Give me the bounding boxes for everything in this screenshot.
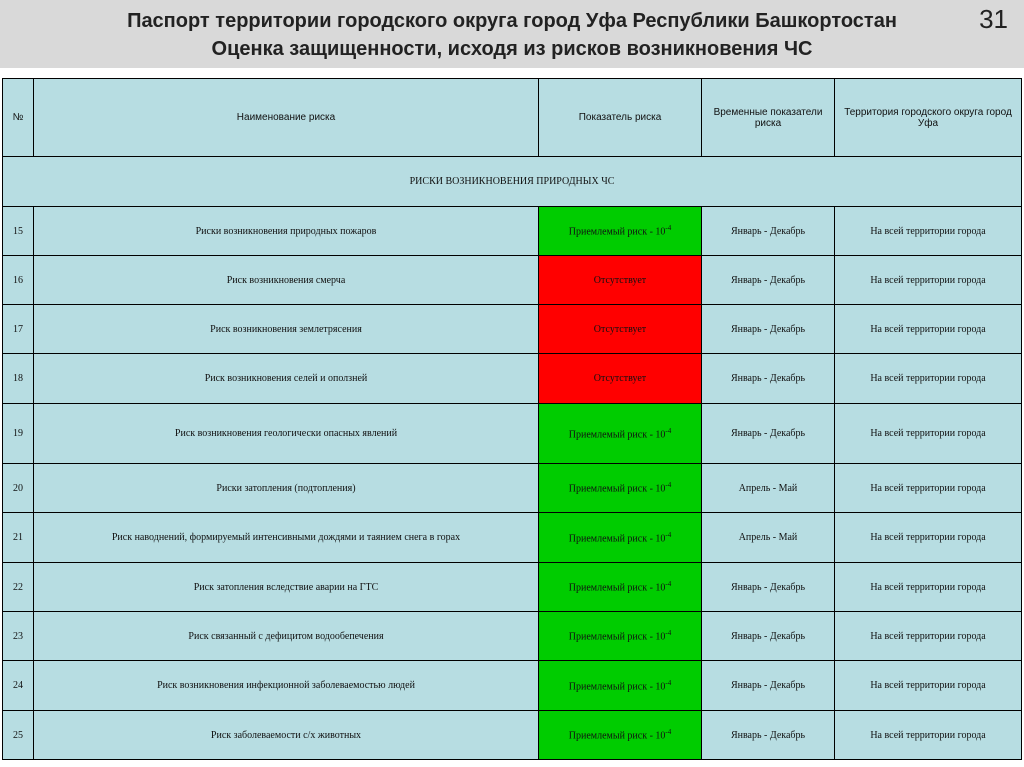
page-title: Паспорт территории городского округа город Уфа Республики Башкортостан xyxy=(127,10,897,32)
row-number xyxy=(3,661,34,711)
risk-indicator xyxy=(539,464,702,513)
row-number-text: 18 xyxy=(13,373,23,384)
risk-indicator xyxy=(539,563,702,612)
row-number-text: 15 xyxy=(13,225,23,237)
risk-territory xyxy=(835,563,1022,612)
risk-name-text: Риск затопления вследствие аварии на ГТС xyxy=(193,581,379,593)
row-number xyxy=(3,612,34,661)
row-number-text: 16 xyxy=(13,274,23,286)
risk-name-text: Риск возникновения землетрясения xyxy=(210,323,362,335)
risk-period xyxy=(702,711,835,760)
risk-indicator-text: Приемлемый риск - 10 xyxy=(568,681,666,693)
risk-indicator xyxy=(539,305,702,354)
risk-indicator-text: Отсутствует xyxy=(593,274,647,286)
risk-name xyxy=(34,711,539,760)
risk-territory-text: На всей территории города xyxy=(870,225,986,237)
table-row xyxy=(3,661,1022,711)
risk-name-text: Риск заболеваемости с/х животных xyxy=(210,729,362,741)
risk-period-text: Апрель - Май xyxy=(738,532,798,543)
risk-indicator xyxy=(539,612,702,661)
risk-period-text: Январь - Декабрь xyxy=(730,225,806,237)
section-title: РИСКИ ВОЗНИКНОВЕНИЯ ПРИРОДНЫХ ЧС xyxy=(3,157,1022,207)
header-row xyxy=(3,79,1022,157)
risk-name-text: Риск возникновения смерча xyxy=(226,274,346,286)
row-number xyxy=(3,563,34,612)
risk-name-text: Риск возникновения селей и оползней xyxy=(204,373,368,384)
page-subtitle: Оценка защищенности, исходя из рисков возникновения ЧС xyxy=(211,38,813,60)
table-row xyxy=(3,207,1022,256)
risk-indicator xyxy=(539,354,702,404)
risk-territory xyxy=(835,404,1022,464)
risk-name xyxy=(34,404,539,464)
risk-period xyxy=(702,305,835,354)
row-number xyxy=(3,464,34,513)
column-header-number: № xyxy=(3,79,34,157)
risk-indicator xyxy=(539,711,702,760)
table-row xyxy=(3,305,1022,354)
risk-exponent: -4 xyxy=(665,580,672,589)
risk-indicator-text: Отсутствует xyxy=(593,373,647,384)
risk-territory-text: На всей территории города xyxy=(870,581,986,593)
row-number xyxy=(3,305,34,354)
risk-exponent: -4 xyxy=(665,224,672,233)
risk-period xyxy=(702,661,835,711)
risk-name-text: Риски возникновения природных пожаров xyxy=(195,225,377,237)
row-number xyxy=(3,404,34,464)
table-row xyxy=(3,404,1022,464)
risk-period-text: Январь - Декабрь xyxy=(730,630,806,642)
risk-territory xyxy=(835,612,1022,661)
risk-name xyxy=(34,305,539,354)
risk-table xyxy=(2,78,1022,760)
risk-indicator xyxy=(539,513,702,563)
risk-territory-text: На всей территории города xyxy=(870,680,986,691)
risk-period xyxy=(702,354,835,404)
risk-indicator-text: Приемлемый риск - 10 xyxy=(568,429,666,441)
row-number-text: 24 xyxy=(13,680,23,691)
risk-indicator-text: Приемлемый риск - 10 xyxy=(568,533,666,545)
risk-exponent: -4 xyxy=(665,629,672,638)
risk-territory-text: На всей территории города xyxy=(870,373,986,384)
risk-territory xyxy=(835,513,1022,563)
table-row xyxy=(3,513,1022,563)
row-number xyxy=(3,256,34,305)
page-number: 31 xyxy=(979,4,1008,34)
risk-name-text: Риск возникновения инфекционной заболеваемостью людей xyxy=(157,680,415,691)
row-number xyxy=(3,711,34,760)
risk-period-text: Январь - Декабрь xyxy=(730,274,806,286)
risk-period-text: Январь - Декабрь xyxy=(730,373,806,384)
risk-name-text: Риски затопления (подтопления) xyxy=(216,482,356,494)
risk-period-text: Январь - Декабрь xyxy=(730,729,806,741)
row-number xyxy=(3,207,34,256)
risk-name xyxy=(34,513,539,563)
risk-indicator-text: Приемлемый риск - 10 xyxy=(568,582,666,594)
risk-name xyxy=(34,354,539,404)
row-number xyxy=(3,354,34,404)
risk-period xyxy=(702,404,835,464)
risk-indicator-text: Приемлемый риск - 10 xyxy=(568,483,666,495)
risk-exponent: -4 xyxy=(665,530,672,539)
risk-name-text: Риск возникновения геологически опасных явлений xyxy=(174,428,398,439)
risk-exponent: -4 xyxy=(665,481,672,490)
risk-period xyxy=(702,207,835,256)
risk-territory-text: На всей территории города xyxy=(870,274,986,286)
risk-territory xyxy=(835,256,1022,305)
risk-name xyxy=(34,207,539,256)
risk-indicator xyxy=(539,207,702,256)
row-number-text: 22 xyxy=(13,581,23,593)
risk-name xyxy=(34,256,539,305)
risk-name xyxy=(34,612,539,661)
risk-territory-text: На всей территории города xyxy=(870,630,986,642)
table-row xyxy=(3,563,1022,612)
section-row xyxy=(3,157,1022,207)
risk-territory-text: На всей территории города xyxy=(870,323,986,335)
table-row xyxy=(3,612,1022,661)
row-number-text: 21 xyxy=(13,532,23,543)
risk-indicator xyxy=(539,256,702,305)
risk-name xyxy=(34,563,539,612)
risk-name-text: Риск наводнений, формируемый интенсивными дождями и таянием снега в горах xyxy=(111,532,461,543)
risk-territory xyxy=(835,305,1022,354)
risk-period xyxy=(702,612,835,661)
risk-period-text: Январь - Декабрь xyxy=(730,428,806,439)
table-row xyxy=(3,711,1022,760)
row-number-text: 25 xyxy=(13,729,23,741)
risk-indicator xyxy=(539,404,702,464)
table-row xyxy=(3,354,1022,404)
risk-exponent: -4 xyxy=(665,728,672,737)
risk-indicator-text: Отсутствует xyxy=(593,323,647,335)
risk-period-text: Январь - Декабрь xyxy=(730,323,806,335)
risk-territory-text: На всей территории города xyxy=(870,482,986,494)
risk-period xyxy=(702,256,835,305)
slide-header xyxy=(0,0,1024,68)
table-row xyxy=(3,464,1022,513)
row-number-text: 20 xyxy=(13,482,23,494)
risk-name-text: Риск связанный с дефицитом водообепечения xyxy=(188,630,384,642)
risk-period-text: Апрель - Май xyxy=(738,482,798,494)
risk-territory-text: На всей территории города xyxy=(870,428,986,439)
risk-indicator xyxy=(539,661,702,711)
column-header-name: Наименование риска xyxy=(34,79,539,157)
row-number-text: 17 xyxy=(13,323,23,335)
risk-period xyxy=(702,513,835,563)
column-header-territory: Территория городского округа город Уфа xyxy=(835,79,1022,157)
risk-territory xyxy=(835,464,1022,513)
risk-period-text: Январь - Декабрь xyxy=(730,581,806,593)
risk-territory xyxy=(835,661,1022,711)
risk-name xyxy=(34,464,539,513)
risk-name xyxy=(34,661,539,711)
risk-exponent: -4 xyxy=(665,426,672,435)
row-number-text: 19 xyxy=(13,428,23,439)
table-row xyxy=(3,256,1022,305)
risk-indicator-text: Приемлемый риск - 10 xyxy=(568,730,666,742)
risk-exponent: -4 xyxy=(665,678,672,687)
row-number xyxy=(3,513,34,563)
risk-period xyxy=(702,464,835,513)
risk-indicator-text: Приемлемый риск - 10 xyxy=(568,631,666,643)
risk-territory-text: На всей территории города xyxy=(870,532,986,543)
column-header-indicator: Показатель риска xyxy=(539,79,702,157)
risk-period xyxy=(702,563,835,612)
row-number-text: 23 xyxy=(13,630,23,642)
risk-territory xyxy=(835,207,1022,256)
column-header-period: Временные показатели риска xyxy=(702,79,835,157)
risk-territory xyxy=(835,711,1022,760)
risk-indicator-text: Приемлемый риск - 10 xyxy=(568,226,666,238)
risk-period-text: Январь - Декабрь xyxy=(730,680,806,691)
risk-territory-text: На всей территории города xyxy=(870,729,986,741)
risk-territory xyxy=(835,354,1022,404)
